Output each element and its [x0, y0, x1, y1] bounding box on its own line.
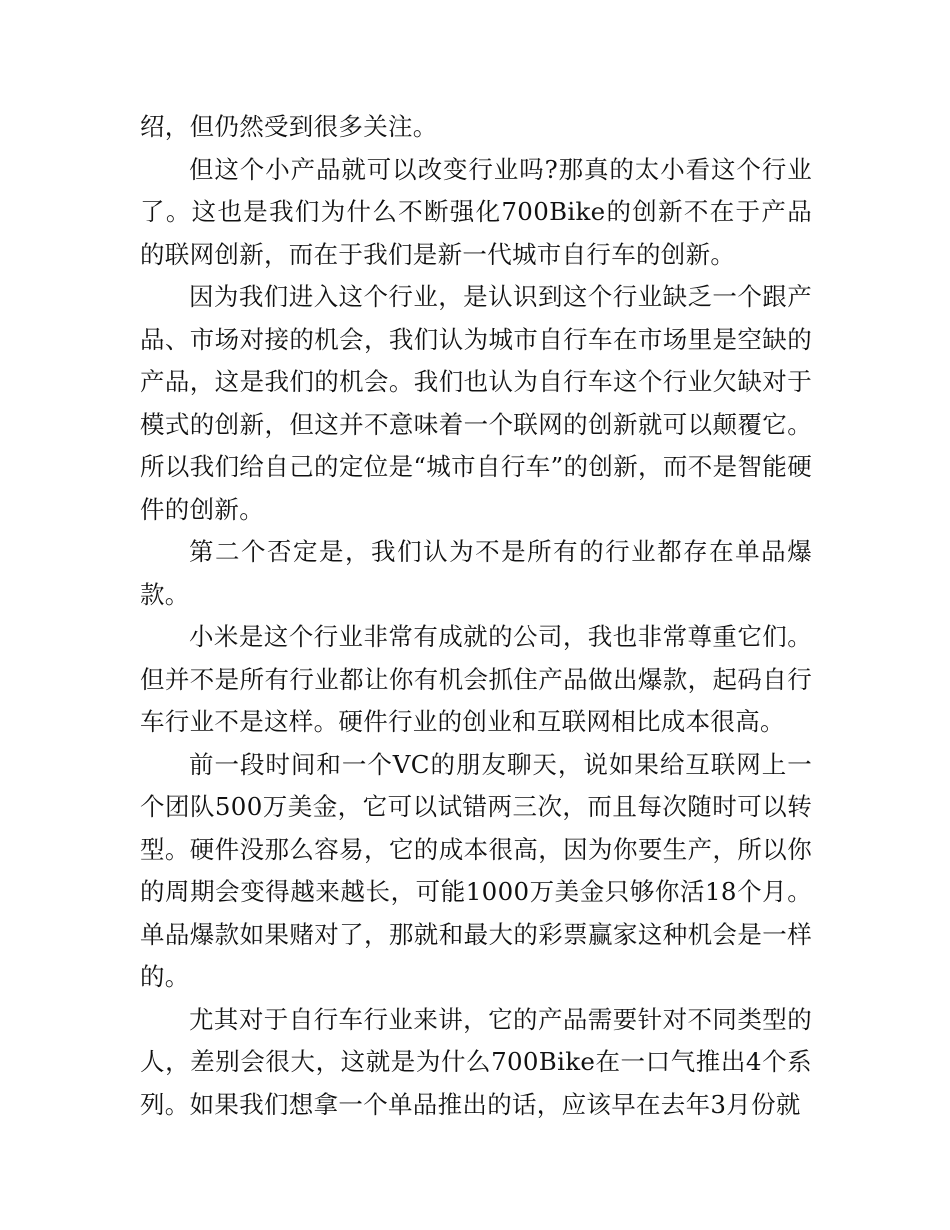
- paragraph: 尤其对于自行车行业来讲，它的产品需要针对不同类型的人，差别会很大，这就是为什么700Bike在一口气推出4个系列。如果我们想拿一个单品推出的话，应该早在去年3月份就: [140, 1004, 812, 1119]
- paragraph: 第二个否定是，我们认为不是所有的行业都存在单品爆款。: [140, 537, 812, 609]
- paragraph: 小米是这个行业非常有成就的公司，我也非常尊重它们。但并不是所有行业都让你有机会抓住产品做出爆款，起码自行车行业不是这样。硬件行业的创业和互联网相比成本很高。: [140, 622, 812, 736]
- paragraph-continued: 绍，但仍然受到很多关注。: [140, 112, 438, 141]
- paragraph: 但这个小产品就可以改变行业吗?那真的太小看这个行业了。这也是我们为什么不断强化700Bike的创新不在于产品的联网创新，而在于我们是新一代城市自行车的创新。: [140, 154, 812, 269]
- paragraph: 前一段时间和一个VC的朋友聊天，说如果给互联网上一个团队500万美金，它可以试错两三次，而且每次随时可以转型。硬件没那么容易，它的成本很高，因为你要生产，所以你的周期会变得越来越长，可能1000万美金只够你活18个月。单品爆款如果赌对了，那就和最大的彩票赢家这种机会是一样的。: [140, 749, 812, 991]
- paragraph: 因为我们进入这个行业，是认识到这个行业缺乏一个跟产品、市场对接的机会，我们认为城市自行车在市场里是空缺的产品，这是我们的机会。我们也认为自行车这个行业欠缺对于模式的创新，但这并不意味着一个联网的创新就可以颠覆它。所以我们给自己的定位是“城市自行车”的创新，而不是智能硬件的创新。: [140, 282, 812, 524]
- document-body: [140, 106, 812, 1126]
